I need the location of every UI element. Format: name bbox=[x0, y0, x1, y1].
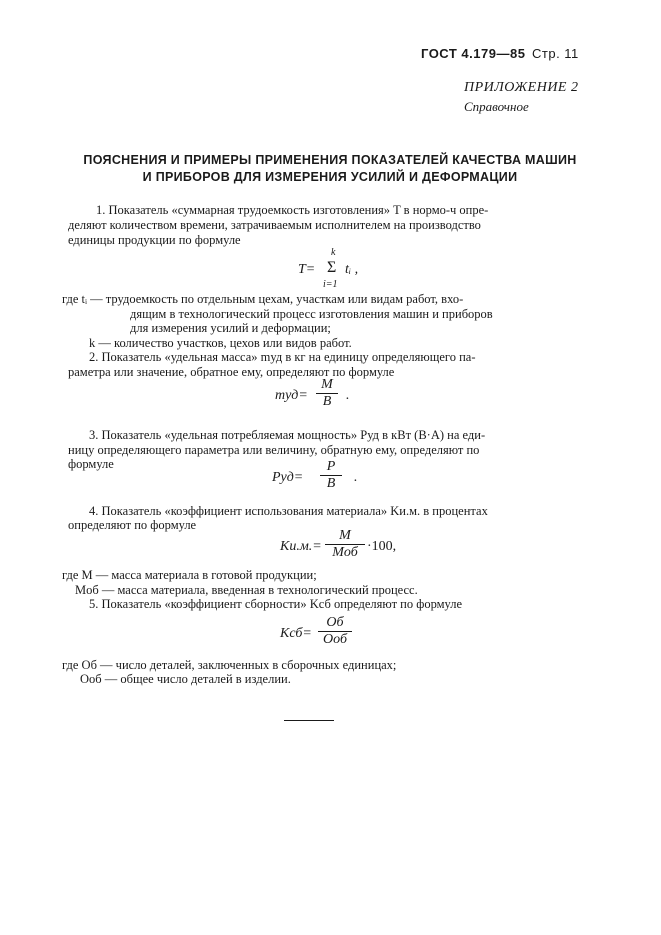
appendix-title: ПРИЛОЖЕНИЕ 2 bbox=[464, 80, 579, 95]
p2-line-2: раметра или значение, обратное ему, определяют по формуле bbox=[68, 365, 395, 379]
formula-3-fraction bbox=[320, 459, 342, 492]
formula-1-sigma: Σ bbox=[327, 259, 337, 276]
w1-line-4: k — количество участков, цехов или видов работ. bbox=[89, 336, 352, 350]
w5-line-2: Oоб — общее число деталей в изделии. bbox=[80, 672, 291, 686]
w1-line-3: для измерения усилий и деформации; bbox=[130, 321, 331, 335]
w4-line-1: где M — масса материала в готовой продукции; bbox=[62, 568, 317, 582]
p5-line-1: 5. Показатель «коэффициент сборности» Kсб определяют по формуле bbox=[89, 597, 463, 611]
formula-3-denominator: B bbox=[320, 475, 342, 492]
closing-rule bbox=[284, 720, 334, 721]
appendix-type: Справочное bbox=[464, 99, 529, 114]
p1-line-1: 1. Показатель «суммарная трудоемкость изготовления» T в нормо-ч опре- bbox=[96, 203, 489, 217]
formula-3-lhs: Pуд= bbox=[272, 470, 304, 485]
formula-4-numerator: M bbox=[339, 528, 351, 543]
w1-line-2: дящим в технологический процесс изготовления машин и приборов bbox=[130, 307, 493, 321]
document-title-line-2: И ПРИБОРОВ ДЛЯ ИЗМЕРЕНИЯ УСИЛИЙ И ДЕФОРМАЦИИ bbox=[142, 170, 518, 184]
p4-line-1: 4. Показатель «коэффициент использования материала» Kи.м. в процентах bbox=[89, 504, 488, 518]
formula-2-lhs: mуд= bbox=[275, 388, 308, 403]
formula-1-term: tᵢ , bbox=[345, 262, 359, 277]
page-number: Стр. 11 bbox=[532, 46, 579, 61]
formula-4-tail: ·100, bbox=[367, 539, 397, 554]
formula-1-lhs: T= bbox=[298, 262, 316, 277]
p1-line-3: единицы продукции по формуле bbox=[68, 233, 241, 247]
p3-line-1: 3. Показатель «удельная потребляемая мощность» Pуд в кВт (В·А) на еди- bbox=[89, 428, 486, 442]
gost-number: ГОСТ 4.179—85 bbox=[421, 46, 526, 61]
formula-5-fraction bbox=[318, 615, 352, 648]
formula-4-denominator: Mоб bbox=[325, 544, 365, 561]
p2-line-1: 2. Показатель «удельная масса» mуд в кг на единицу определяющего па- bbox=[89, 350, 476, 364]
p4-line-2: определяют по формуле bbox=[68, 518, 197, 532]
formula-2-fraction bbox=[316, 377, 338, 410]
p3-line-3: формуле bbox=[68, 457, 114, 471]
formula-5-numerator: Oб bbox=[326, 615, 344, 630]
document-title-line-1: ПОЯСНЕНИЯ И ПРИМЕРЫ ПРИМЕНЕНИЯ ПОКАЗАТЕЛЕЙ КАЧЕСТВА МАШИН bbox=[83, 153, 577, 167]
formula-5-denominator: Oоб bbox=[318, 631, 352, 648]
w5-line-1: где Oб — число деталей, заключенных в сборочных единицах; bbox=[62, 658, 397, 672]
formula-1-upper-limit: k bbox=[331, 247, 336, 258]
formula-4-lhs: Kи.м.= bbox=[280, 539, 322, 554]
formula-2-numerator: M bbox=[321, 377, 333, 392]
p1-line-2: деляют количеством времени, затрачиваемым исполнителем на производство bbox=[68, 218, 481, 232]
formula-2-tail: . bbox=[346, 388, 350, 403]
w4-line-2: Mоб — масса материала, введенная в технологический процесс. bbox=[75, 583, 418, 597]
w1-line-1: где tᵢ — трудоемкость по отдельным цехам, участкам или видам работ, вхо- bbox=[62, 292, 464, 306]
formula-5-lhs: Kсб= bbox=[280, 626, 312, 641]
formula-3-tail: . bbox=[354, 470, 358, 485]
p3-line-2: ницу определяющего параметра или величину, обратную ему, определяют по bbox=[68, 443, 480, 457]
formula-4-fraction bbox=[325, 528, 365, 561]
formula-1-lower-limit: i=1 bbox=[323, 279, 338, 290]
formula-3-numerator: P bbox=[326, 459, 336, 474]
document-title bbox=[40, 152, 620, 186]
formula-2-denominator: B bbox=[316, 393, 338, 410]
